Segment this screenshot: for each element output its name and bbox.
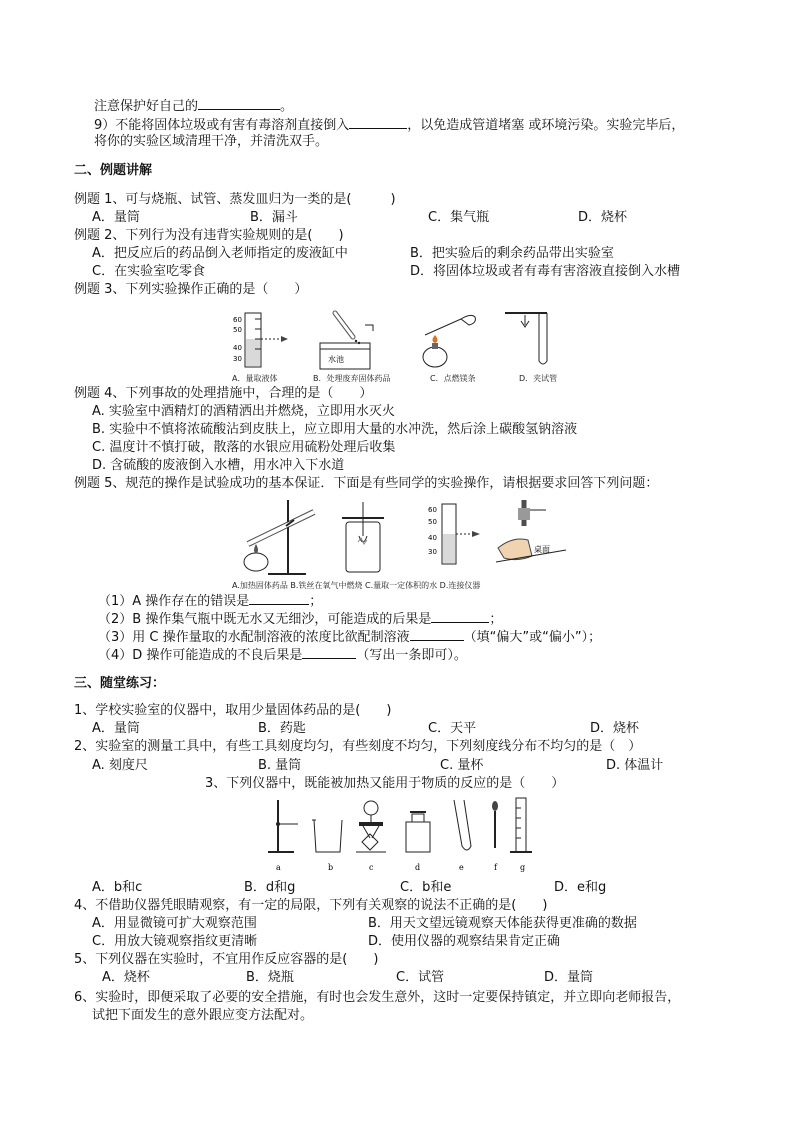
tick-60: 60	[233, 316, 242, 324]
label-d: d	[415, 863, 421, 872]
label-e: e	[459, 863, 464, 872]
evaporating-dish-icon	[356, 801, 386, 852]
example-2-option-a: A．把反应后的药品倒入老师指定的废液缸中	[92, 246, 348, 261]
example-5-sub-2	[98, 610, 502, 628]
sub-3-suffix: （填“偏大”或“偏小”）；	[463, 630, 602, 645]
intro-line-2-text: 9）不能将固体垃圾或有害有毒溶剂直接倒入	[94, 118, 350, 133]
q6-line-1: 6、实验时，即便采取了必要的安全措施，有时也会发生意外，这时一定要保持镇定，并立即向老师报告，	[74, 990, 681, 1005]
intro-line-3: 将你的实验区域清理干净，并清洗双手。	[94, 134, 329, 149]
example-1-option-a: A．量筒	[92, 210, 140, 225]
desk-label: 桌面	[534, 545, 550, 554]
sub-1-suffix: ；	[309, 594, 323, 609]
sink-label: 水池	[328, 355, 344, 364]
gas-jar-image	[342, 502, 384, 572]
test-tube-icon	[454, 800, 471, 850]
gas-bottle-icon	[406, 812, 430, 852]
q6-line-2: 试把下面发生的意外跟应变方法配对。	[92, 1008, 314, 1023]
iron-stand-heating-image	[244, 500, 314, 574]
intro-line-1-suffix: 。	[280, 99, 294, 114]
q2-option-b: B. 量筒	[258, 758, 302, 773]
q5-question: 5、下列仪器在实验时，不宜用作反应容器的是( )	[74, 952, 379, 967]
test-tube-image	[505, 313, 547, 364]
q2-option-a: A. 刻度尺	[92, 758, 148, 773]
tick-60: 60	[428, 506, 437, 514]
connecting-apparatus-image	[496, 500, 566, 562]
alcohol-lamp-image	[423, 315, 475, 367]
q3-figure	[264, 794, 544, 874]
q1-option-d: D．烧杯	[590, 721, 640, 736]
intro-line-1-text: 注意保护好自己的	[94, 99, 199, 114]
intro-line-2	[94, 116, 684, 134]
dropper-icon	[492, 801, 498, 848]
example-4-option-d: D. 含硫酸的废液倒入水槽，用水冲入下水道	[92, 458, 345, 473]
q4-question: 4、不借助仪器凭眼睛观察，有一定的局限，下列有关观察的说法不正确的是( )	[74, 898, 548, 913]
example-1-option-c: C．集气瓶	[428, 210, 490, 225]
label-g: g	[520, 863, 526, 872]
q5-option-c: C．试管	[396, 970, 445, 985]
tick-50: 50	[428, 518, 437, 526]
answer-blank	[349, 116, 407, 129]
q1-option-a: A．量筒	[92, 721, 140, 736]
q3-option-b: B．d和g	[244, 880, 296, 895]
ex3-caption-b: B．处理废弃固体药品	[313, 374, 391, 383]
tick-30: 30	[428, 548, 437, 556]
sub-1-text: （1）A 操作存在的错误是	[98, 594, 250, 609]
label-b: b	[328, 863, 334, 872]
q3-drawing	[264, 794, 544, 874]
example-4-option-b: B. 实验中不慎将浓硫酸沾到皮肤上，应立即用大量的水冲洗，然后涂上碳酸氢钠溶液	[92, 422, 578, 437]
example-2-option-c: C．在实验室吃零食	[92, 264, 206, 279]
example-1-question: 例题 1、可与烧瓶、试管、蒸发皿归为一类的是( )	[74, 192, 396, 207]
sink-image	[320, 313, 373, 369]
q1-option-c: C．天平	[428, 721, 477, 736]
example-1-option-d: D．烧杯	[578, 210, 628, 225]
example-1-option-b: B．漏斗	[250, 210, 298, 225]
ex5-caption: A.加热固体药品 B.铁丝在氧气中燃烧 C.量取一定体积的水 D.连接仪器	[232, 581, 481, 590]
tick-40: 40	[233, 344, 242, 352]
q4-option-c: C．用放大镜观察指纹更清晰	[92, 934, 258, 949]
sub-4-suffix: （写出一条即可）。	[356, 648, 467, 663]
tick-40: 40	[428, 534, 437, 542]
sub-2-suffix: ；	[489, 612, 503, 627]
answer-blank	[302, 646, 356, 659]
graduated-cylinder-icon	[510, 798, 532, 852]
example-4-question: 例题 4、下列事故的处理措施中，合理的是（ ）	[74, 386, 373, 401]
section-2-title: 二、例题讲解	[74, 163, 153, 178]
q5-option-a: A．烧杯	[102, 970, 150, 985]
sub-3-text: （3）用 C 操作量取的水配制溶液的浓度比欲配制溶液	[98, 630, 410, 645]
section-3-title: 三、随堂练习：	[74, 676, 166, 691]
q1-option-b: B．药匙	[258, 721, 306, 736]
measuring-cylinder-image	[233, 313, 288, 367]
iron-stand-icon	[268, 800, 298, 852]
q5-option-b: B．烧瓶	[246, 970, 294, 985]
example-5-sub-3	[98, 628, 601, 646]
sub-4-text: （4）D 操作可能造成的不良后果是	[98, 648, 303, 663]
label-c: c	[369, 863, 374, 872]
label-a: a	[276, 863, 281, 872]
q3-question: 3、下列仪器中，既能被加热又能用于物质的反应的是（ ）	[205, 776, 565, 791]
example-2-option-d: D．将固体垃圾或者有毒有害溶液直接倒入水槽	[410, 264, 681, 279]
answer-blank	[410, 628, 464, 641]
tick-50: 50	[233, 326, 242, 334]
q4-option-a: A．用显微镜可扩大观察范围	[92, 916, 257, 931]
intro-line-2-suffix: ，以免造成管道堵塞 或环境污染。实验完毕后，	[407, 118, 685, 133]
q4-option-b: B．用天文望远镜观察天体能获得更准确的数据	[368, 916, 637, 931]
example-4-option-a: A. 实验室中酒精灯的酒精洒出并燃烧，立即用水灭火	[92, 404, 395, 419]
q4-option-d: D．使用仪器的观察结果肯定正确	[368, 934, 561, 949]
q2-question: 2、实验室的测量工具中，有些工具刻度均匀，有些刻度不均匀，下列刻度线分布不均匀的是（ ）	[74, 739, 642, 754]
beaker-icon	[312, 820, 342, 852]
example-5-drawing	[228, 496, 568, 578]
example-5-sub-1	[98, 592, 322, 610]
example-4-option-c: C. 温度计不慎打破，散落的水银应用硫粉处理后收集	[92, 440, 396, 455]
example-5-sub-4	[98, 646, 467, 664]
label-f: f	[494, 863, 497, 872]
measuring-cylinder-c-image	[428, 504, 480, 564]
q3-option-a: A．b和c	[92, 880, 143, 895]
example-5-figure	[228, 496, 568, 578]
q2-option-c: C. 量杯	[440, 758, 484, 773]
ex3-caption-d: D．夹试管	[519, 374, 558, 383]
q1-question: 1、学校实验室的仪器中，取用少量固体药品的是( )	[74, 703, 392, 718]
intro-line-1	[94, 97, 293, 115]
answer-blank	[198, 97, 280, 110]
example-2-option-b: B．把实验后的剩余药品带出实验室	[410, 246, 614, 261]
q5-option-d: D．量筒	[544, 970, 594, 985]
answer-blank	[431, 610, 489, 623]
example-5-question: 例题 5、规范的操作是试验成功的基本保证．下面是有些同学的实验操作，请根据要求回答下列问题：	[74, 476, 659, 491]
example-2-question: 例题 2、下列行为没有违背实验规则的是( )	[74, 228, 344, 243]
q3-option-d: D．e和g	[554, 880, 607, 895]
sub-2-text: （2）B 操作集气瓶中既无水又无细沙，可能造成的后果是	[98, 612, 432, 627]
q2-option-d: D. 体温计	[606, 758, 664, 773]
example-3-question: 例题 3、下列实验操作正确的是（ ）	[74, 282, 308, 297]
tick-30: 30	[233, 355, 242, 363]
answer-blank	[249, 592, 309, 605]
q3-option-c: C．b和e	[400, 880, 452, 895]
ex3-caption-a: A．量取液体	[232, 374, 278, 383]
ex3-caption-c: C．点燃镁条	[430, 374, 476, 383]
